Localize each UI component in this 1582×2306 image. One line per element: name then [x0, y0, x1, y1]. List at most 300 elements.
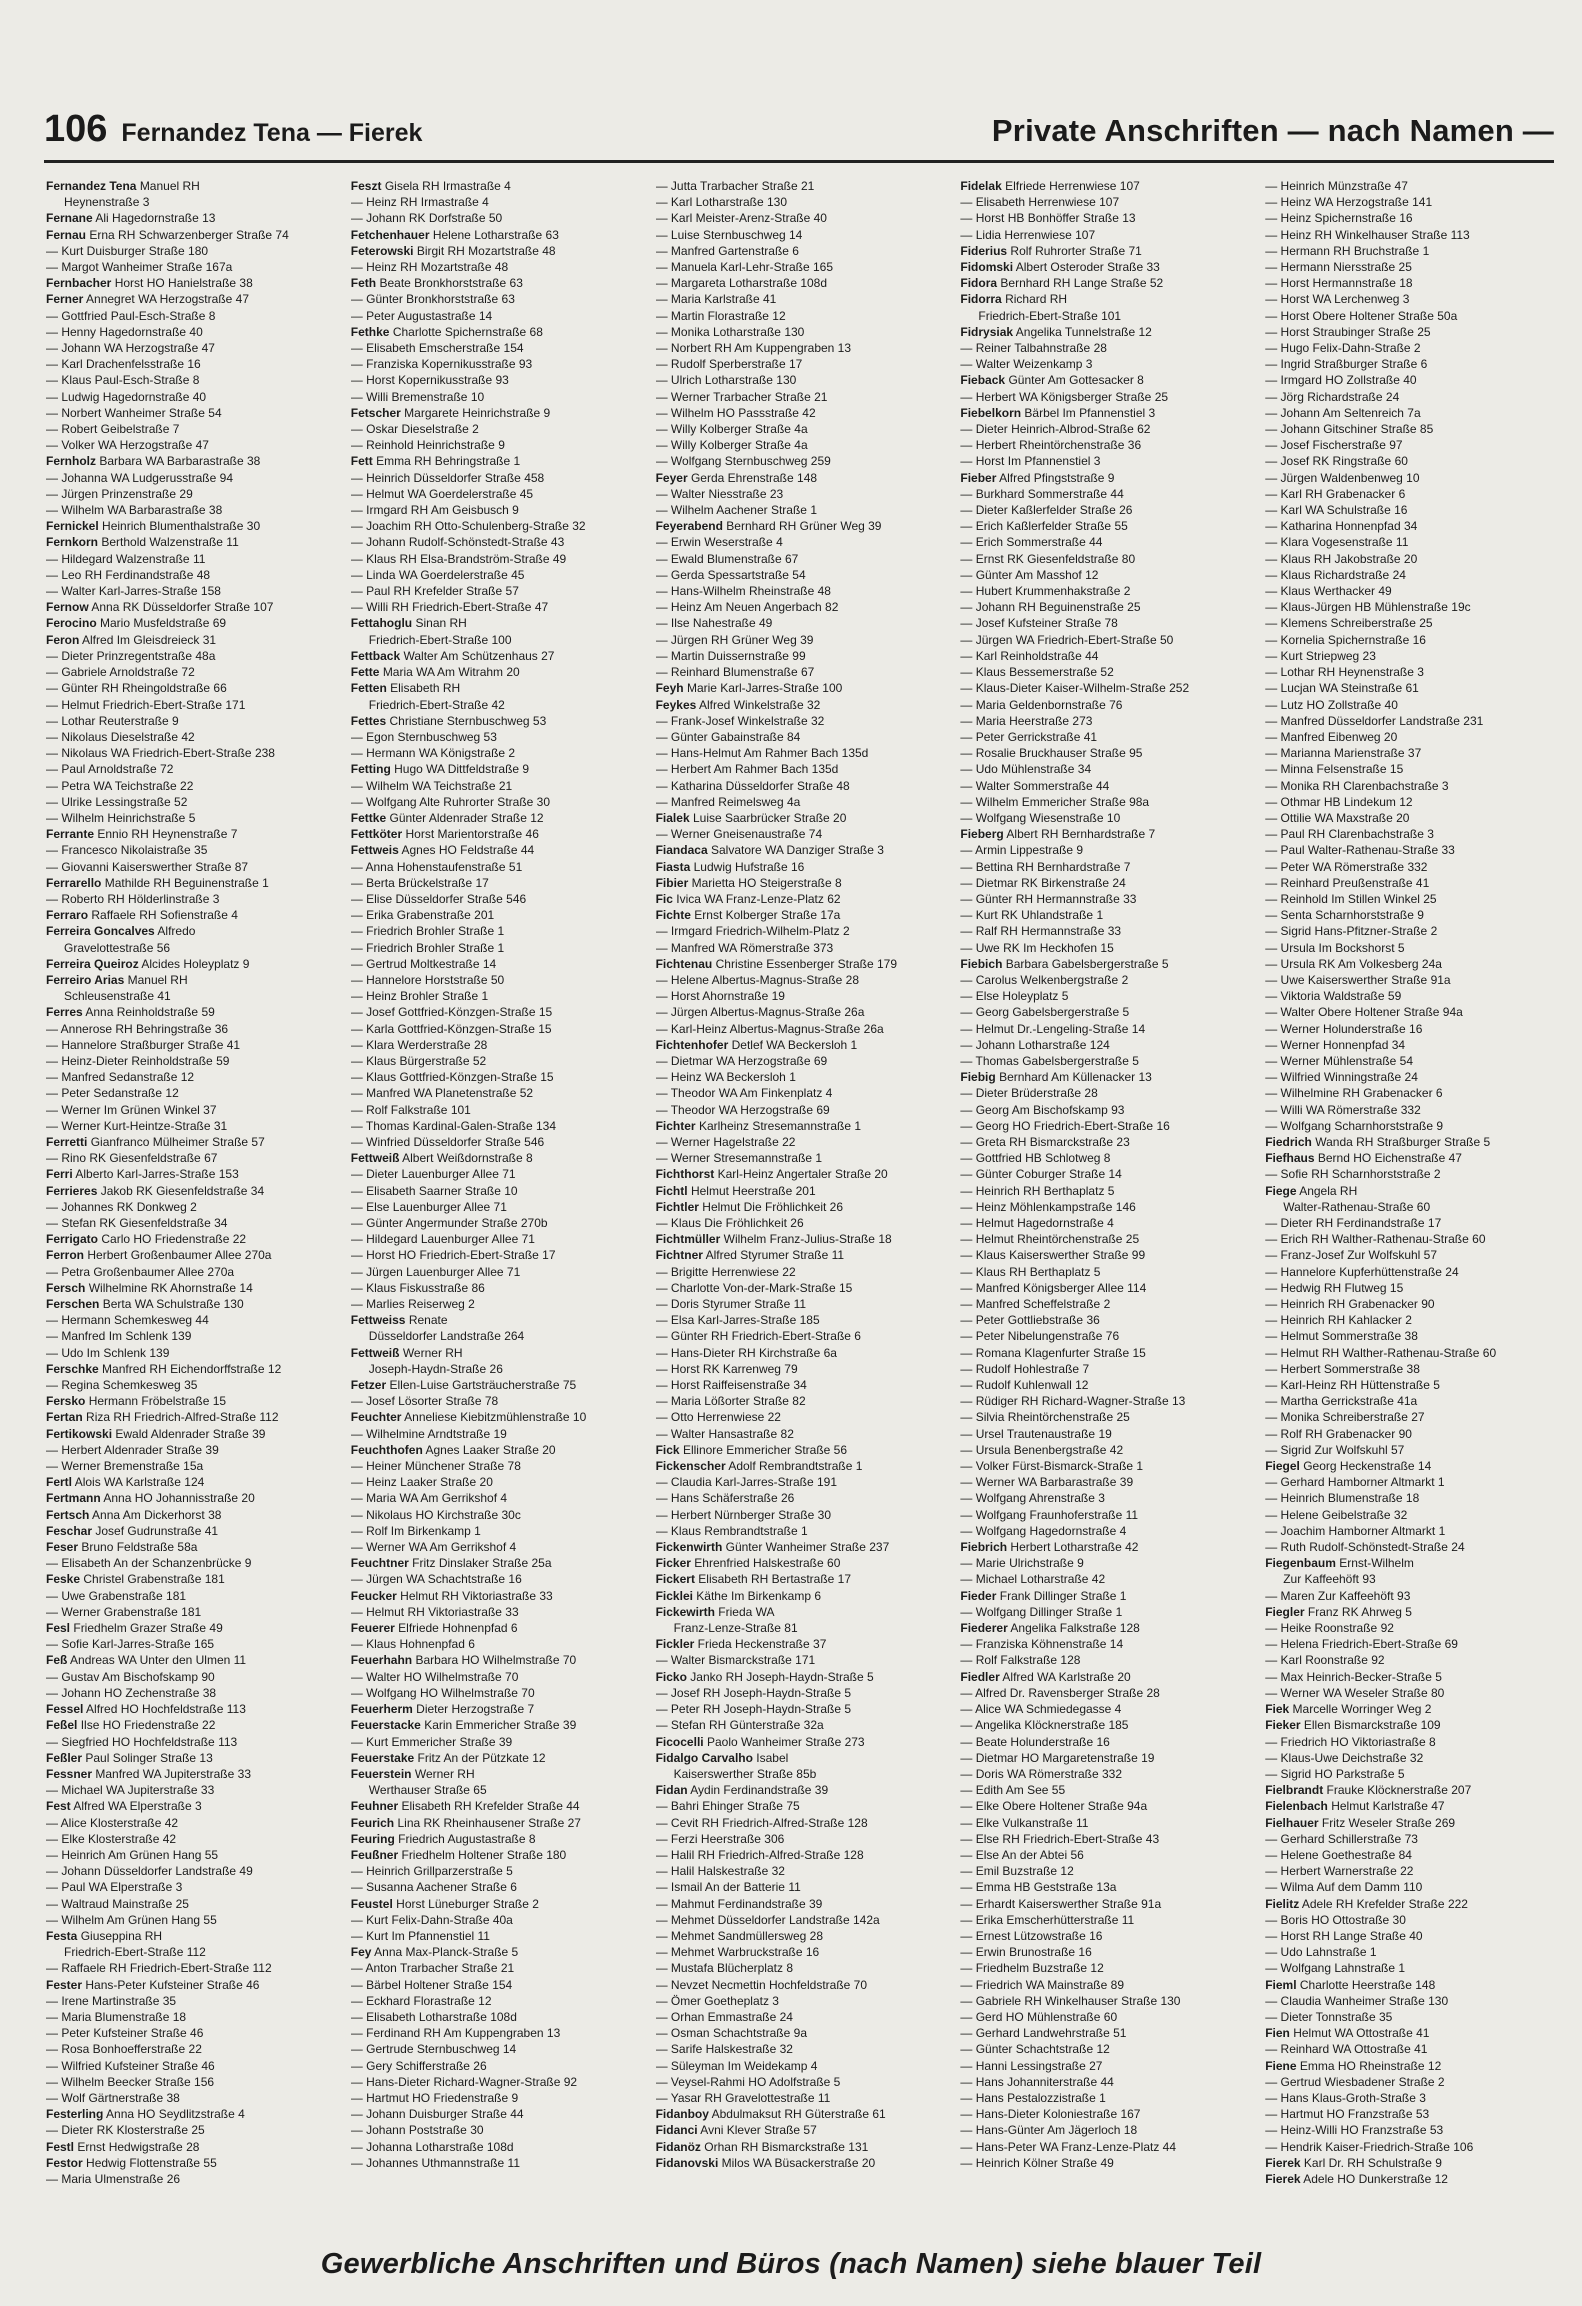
entry-details: — Winfried Düsseldorfer Straße 546	[350, 1134, 545, 1149]
directory-entry	[960, 210, 1251, 226]
directory-entry	[960, 1199, 1251, 1215]
entry-details: — Klemens Schreiberstraße 25	[1265, 616, 1433, 631]
directory-entry	[46, 778, 337, 794]
entry-surname: Fielbrandt	[1265, 1783, 1324, 1798]
directory-entry	[656, 1620, 947, 1636]
entry-details: — Luise Sternbuschweg 14	[655, 227, 803, 242]
entry-details: — Heinz RH Winkelhauser Straße 113	[1265, 227, 1470, 242]
directory-entry	[351, 875, 642, 891]
directory-entry	[656, 891, 947, 907]
directory-entry	[351, 389, 642, 405]
entry-surname: Fichtenau	[655, 956, 713, 971]
directory-entry	[656, 923, 947, 939]
entry-details: — Silvia Rheintörchenstraße 25	[960, 1410, 1130, 1425]
directory-entry	[351, 1798, 642, 1814]
entry-details: — Alice WA Schmiedegasse 4	[960, 1702, 1122, 1717]
directory-entry	[1265, 356, 1556, 372]
entry-details: — Margareta Lotharstraße 108d	[655, 276, 828, 291]
directory-entry	[351, 1960, 642, 1976]
entry-details: Heinrich Blumenthalstraße 30	[102, 519, 261, 534]
entry-details: — Werner Hagelstraße 22	[655, 1134, 796, 1149]
entry-details: Carlo HO Friedenstraße 22	[101, 1232, 247, 1247]
entry-details: — Georg HO Friedrich-Ebert-Straße 16	[960, 1118, 1170, 1133]
entry-details: — Reinhard Blumenstraße 67	[655, 665, 815, 680]
directory-entry	[656, 2074, 947, 2090]
entry-details: — Heinrich Münzstraße 47	[1265, 179, 1408, 193]
entry-details: — Uwe Kaiserswerther Straße 91a	[1265, 972, 1451, 987]
entry-details: — Manfred Im Schlenk 139	[46, 1329, 192, 1344]
entry-details: Avni Klever Straße 57	[700, 2123, 817, 2138]
entry-details: Gravelottestraße 56	[64, 940, 171, 955]
entry-details: — Mahmut Ferdinandstraße 39	[655, 1896, 823, 1911]
directory-entry	[46, 551, 337, 567]
entry-details: — Peter Gottliebstraße 36	[960, 1313, 1100, 1328]
directory-entry	[351, 583, 642, 599]
entry-details: Karlheinz Stresemannstraße 1	[698, 1118, 862, 1133]
entry-details: — Hans-Dieter Koloniestraße 167	[960, 2107, 1141, 2122]
entry-details: Charlotte Heerstraße 148	[1299, 1977, 1436, 1992]
directory-entry	[960, 2058, 1251, 2074]
directory-entry	[351, 2074, 642, 2090]
directory-entry	[960, 1604, 1251, 1620]
directory-entry	[351, 1766, 642, 1782]
entry-surname: Fiedrich	[1265, 1134, 1312, 1149]
entry-surname: Ferreira Goncalves	[46, 924, 155, 939]
entry-details: — Thomas Gabelsbergerstraße 5	[960, 1053, 1139, 1068]
directory-entry	[656, 243, 947, 259]
directory-entry	[46, 1636, 337, 1652]
entry-details: — Armin Lippestraße 9	[960, 843, 1084, 858]
name-range-title: Fernandez Tena — Fierek	[121, 119, 423, 147]
entry-surname: Ferrarello	[46, 875, 102, 890]
entry-details: — Else Lauenburger Allee 71	[350, 1199, 507, 1214]
entry-details: Ali Hagedornstraße 13	[95, 211, 216, 226]
directory-entry	[960, 1134, 1251, 1150]
directory-entry	[1265, 1847, 1556, 1863]
entry-details: — Werner Trarbacher Straße 21	[655, 389, 828, 404]
directory-entry	[656, 1409, 947, 1425]
entry-details: — Margot Wanheimer Straße 167a	[46, 260, 233, 275]
entry-details: Bruno Feldstraße 58a	[81, 1540, 198, 1555]
entry-details: — Viktoria Waldstraße 59	[1265, 989, 1402, 1004]
directory-entry	[351, 2106, 642, 2122]
entry-surname: Fidalgo Carvalho	[655, 1750, 753, 1765]
entry-details: — Reiner Talbahnstraße 28	[960, 341, 1107, 356]
entry-details: — Klaus RH Jakobstraße 20	[1265, 551, 1418, 566]
directory-entry	[656, 291, 947, 307]
directory-entry	[46, 356, 337, 372]
entry-surname: Fetzer	[350, 1378, 387, 1393]
entry-details: — Ursula RK Am Volkesberg 24a	[1265, 956, 1442, 971]
entry-surname: Ferocino	[46, 616, 97, 631]
directory-entry	[1265, 227, 1556, 243]
entry-details: — Jürgen Albertus-Magnus-Straße 26a	[655, 1005, 865, 1020]
entry-details: — Monika Lotharstraße 130	[655, 324, 805, 339]
entry-surname: Fidelak	[960, 179, 1002, 193]
directory-entry	[1265, 534, 1556, 550]
directory-entry	[351, 1669, 642, 1685]
directory-entry	[1265, 1247, 1556, 1263]
entry-details: — Petra Großenbaumer Allee 270a	[46, 1264, 235, 1279]
directory-entry	[1265, 972, 1556, 988]
directory-entry	[960, 1539, 1251, 1555]
directory-entry	[351, 2122, 642, 2138]
directory-entry	[351, 308, 642, 324]
directory-entry	[960, 1004, 1251, 1020]
entry-details: Ivica WA Franz-Lenze-Platz 62	[676, 891, 841, 906]
entry-surname: Fidora	[960, 276, 998, 291]
entry-details: — Lucjan WA Steinstraße 61	[1265, 681, 1419, 696]
directory-entry	[656, 1215, 947, 1231]
directory-entry	[656, 875, 947, 891]
entry-details: Elisabeth RH Bertastraße 17	[698, 1572, 852, 1587]
directory-entry	[351, 1847, 642, 1863]
entry-details: — Edith Am See 55	[960, 1783, 1066, 1798]
entry-surname: Fertsch	[46, 1507, 90, 1522]
directory-entry	[656, 1118, 947, 1134]
directory-entry	[960, 308, 1251, 324]
entry-details: — Mehmet Sandmüllersweg 28	[655, 1928, 824, 1943]
directory-entry	[351, 1409, 642, 1425]
directory-entry	[1265, 907, 1556, 923]
entry-details: Alfred WA Karlstraße 20	[1002, 1669, 1131, 1684]
entry-details: Karl Dr. RH Schulstraße 9	[1303, 2155, 1442, 2170]
entry-surname: Feyh	[655, 681, 684, 696]
entry-details: — Thomas Kardinal-Galen-Straße 134	[350, 1118, 557, 1133]
entry-details: Alfred Styrumer Straße 11	[705, 1248, 845, 1263]
entry-details: — Helmut Rheintörchenstraße 25	[960, 1232, 1140, 1247]
entry-surname: Fetscher	[350, 405, 401, 420]
directory-entry	[351, 1977, 642, 1993]
directory-entry	[46, 1847, 337, 1863]
directory-entry	[351, 227, 642, 243]
entry-details: — Wolfgang Dillinger Straße 1	[960, 1604, 1123, 1619]
entry-details: Manfred WA Jupiterstraße 33	[95, 1766, 251, 1781]
entry-details: — Doris Styrumer Straße 11	[655, 1297, 807, 1312]
directory-entry	[46, 891, 337, 907]
entry-details: — Mehmet Warbruckstraße 16	[655, 1945, 820, 1960]
directory-entry	[1265, 372, 1556, 388]
entry-details: — Nikolaus HO Kirchstraße 30c	[350, 1507, 521, 1522]
entry-details: — Josef Lösorter Straße 78	[350, 1394, 499, 1409]
entry-surname: Feßel	[46, 1718, 78, 1733]
entry-surname: Fien	[1265, 2026, 1290, 2041]
entry-details: — Udo Im Schlenk 139	[46, 1345, 170, 1360]
entry-details: Alfred Winkelstraße 32	[698, 697, 821, 712]
directory-entry	[1265, 1652, 1556, 1668]
directory-entry	[46, 648, 337, 664]
directory-entry	[1265, 1361, 1556, 1377]
directory-entry	[46, 1037, 337, 1053]
entry-details: Ellen-Luise Gartsträucherstraße 75	[389, 1378, 577, 1393]
entry-details: — Rudolf Hohlestraße 7	[960, 1361, 1090, 1376]
directory-entry	[46, 2074, 337, 2090]
directory-entry	[1265, 551, 1556, 567]
directory-entry	[960, 1280, 1251, 1296]
entry-details: — Walter Sommerstraße 44	[960, 778, 1110, 793]
entry-details: — Hubert Krummenhakstraße 2	[960, 584, 1131, 599]
entry-details: Isabel	[756, 1750, 789, 1765]
directory-entry	[46, 1426, 337, 1442]
directory-entry	[351, 1004, 642, 1020]
entry-details: — Maria Geldenbornstraße 76	[960, 697, 1123, 712]
entry-details: Elfriede Hohnenpfad 6	[398, 1621, 518, 1636]
directory-entry	[351, 1523, 642, 1539]
entry-details: — Herbert Sommerstraße 38	[1265, 1361, 1420, 1376]
entry-details: — Werner WA Am Gerrikshof 4	[350, 1540, 517, 1555]
directory-entry	[1265, 1993, 1556, 2009]
entry-details: — Klaus Paul-Esch-Straße 8	[46, 373, 200, 388]
entry-details: — Johann Rudolf-Schönstedt-Straße 43	[350, 535, 565, 550]
directory-entry	[960, 1977, 1251, 1993]
entry-details: — Uwe Grabenstraße 181	[46, 1588, 187, 1603]
entry-details: — Gerhard Hamborner Altmarkt 1	[1265, 1475, 1445, 1490]
directory-entry	[46, 1539, 337, 1555]
entry-surname: Ficklei	[655, 1588, 693, 1603]
directory-entry	[1265, 502, 1556, 518]
entry-surname: Fierek	[1265, 2155, 1301, 2170]
directory-entry	[1265, 389, 1556, 405]
directory-entry	[960, 2041, 1251, 2057]
entry-details: — Wilfried Winningstraße 24	[1265, 1070, 1418, 1085]
directory-entry	[46, 2106, 337, 2122]
directory-entry	[1265, 1264, 1556, 1280]
entry-details: — Werner Holunderstraße 16	[1265, 1021, 1423, 1036]
entry-details: — Wilhelmine Arndtstraße 19	[350, 1426, 507, 1441]
entry-details: — Monika Schreiberstraße 27	[1265, 1410, 1425, 1425]
directory-entry	[656, 1280, 947, 1296]
entry-details: — Gerhard Landwehrstraße 51	[960, 2026, 1127, 2041]
directory-entry	[1265, 2106, 1556, 2122]
entry-details: — Elisabeth Emscherstraße 154	[350, 341, 524, 356]
directory-column-1	[46, 178, 337, 2218]
directory-entry	[1265, 1960, 1556, 1976]
directory-entry	[960, 826, 1251, 842]
entry-details: — Ludwig Hagedornstraße 40	[46, 389, 207, 404]
entry-details: Andreas WA Unter den Ulmen 11	[70, 1653, 247, 1668]
entry-details: — Klaus Bessemerstraße 52	[960, 665, 1114, 680]
directory-entry	[960, 1912, 1251, 1928]
entry-surname: Fieber	[960, 470, 997, 485]
entry-details: Alfred WA Elperstraße 3	[73, 1799, 202, 1814]
directory-entry	[960, 1782, 1251, 1798]
directory-entry	[960, 1426, 1251, 1442]
directory-entry	[46, 1863, 337, 1879]
entry-details: — Süleyman Im Weidekamp 4	[655, 2058, 818, 2073]
entry-details: Ellinore Emmericher Straße 56	[682, 1442, 848, 1457]
directory-entry	[46, 615, 337, 631]
entry-details: — Kurt Felix-Dahn-Straße 40a	[350, 1912, 513, 1927]
entry-details: — Heinrich Am Grünen Hang 55	[46, 1847, 219, 1862]
directory-entry	[1265, 1134, 1556, 1150]
entry-details: — Peter Kufsteiner Straße 46	[46, 2026, 204, 2041]
directory-entry	[656, 664, 947, 680]
directory-entry	[1265, 210, 1556, 226]
entry-surname: Fesl	[46, 1621, 71, 1636]
entry-details: Alois WA Karlstraße 124	[74, 1475, 205, 1490]
entry-surname: Feßler	[46, 1750, 83, 1765]
directory-entry	[656, 1717, 947, 1733]
entry-details: — Elke Obere Holtener Straße 94a	[960, 1799, 1148, 1814]
entry-details: — Peter Gerrickstraße 41	[960, 729, 1098, 744]
directory-entry	[1265, 956, 1556, 972]
entry-details: Käthe Im Birkenkamp 6	[696, 1588, 822, 1603]
entry-details: — Linda WA Goerdelerstraße 45	[350, 567, 525, 582]
entry-details: — Brigitte Herrenwiese 22	[655, 1264, 796, 1279]
entry-details: — Kurt Duisburger Straße 180	[46, 243, 209, 258]
entry-details: Hermann Fröbelstraße 15	[88, 1394, 227, 1409]
directory-entry	[46, 2041, 337, 2057]
entry-details: — Eckhard Florastraße 12	[350, 1993, 492, 2008]
entry-details: — Paul RH Krefelder Straße 57	[350, 584, 519, 599]
entry-surname: Fiandaca	[655, 843, 708, 858]
directory-entry	[1265, 940, 1556, 956]
entry-surname: Fersko	[46, 1394, 86, 1409]
entry-details: Anna HO Seydlitzstraße 4	[106, 2107, 245, 2122]
entry-details: Alcides Holeyplatz 9	[141, 956, 250, 971]
entry-details: — Greta RH Bismarckstraße 23	[960, 1134, 1130, 1149]
entry-details: — Mustafa Blücherplatz 8	[655, 1961, 793, 1976]
directory-entry	[960, 940, 1251, 956]
directory-entry	[960, 697, 1251, 713]
directory-entry	[46, 1312, 337, 1328]
entry-details: — Martha Gerrickstraße 41a	[1265, 1394, 1418, 1409]
directory-entry	[656, 2058, 947, 2074]
entry-details: Marcelle Worringer Weg 2	[1292, 1702, 1432, 1717]
directory-entry	[1265, 291, 1556, 307]
entry-details: — Wilhelmine RH Grabenacker 6	[1265, 1086, 1443, 1101]
directory-entry	[960, 470, 1251, 486]
entry-details: — Heinz RH Irmastraße 4	[350, 195, 489, 210]
directory-entry	[656, 1588, 947, 1604]
directory-entry	[351, 1620, 642, 1636]
entry-details: — Ewald Blumenstraße 67	[655, 551, 799, 566]
entry-surname: Ferretti	[46, 1134, 88, 1149]
directory-entry	[656, 648, 947, 664]
directory-entry	[1265, 1150, 1556, 1166]
directory-entry	[656, 1345, 947, 1361]
entry-details: Friedrich Augustastraße 8	[398, 1831, 536, 1846]
entry-details: — Romana Klagenfurter Straße 15	[960, 1345, 1146, 1360]
entry-details: — Werner WA Weseler Straße 80	[1265, 1685, 1445, 1700]
entry-details: — Anton Trarbacher Straße 21	[350, 1961, 515, 1976]
entry-details: — Johann Gitschiner Straße 85	[1265, 422, 1434, 437]
entry-surname: Fetting	[350, 762, 391, 777]
entry-details: — Manfred Sedanstraße 12	[46, 1070, 195, 1085]
entry-details: — Klaus Rembrandtstraße 1	[655, 1523, 808, 1538]
entry-details: Christel Grabenstraße 181	[83, 1572, 225, 1587]
directory-entry	[46, 1053, 337, 1069]
directory-entry	[656, 2009, 947, 2025]
entry-details: — Günter RH Rheingoldstraße 66	[46, 681, 227, 696]
directory-entry	[1265, 1669, 1556, 1685]
directory-entry	[46, 1928, 337, 1944]
entry-details: — Rosa Bonhoefferstraße 22	[46, 2042, 202, 2057]
directory-entry	[46, 583, 337, 599]
entry-details: Riza RH Friedrich-Alfred-Straße 112	[86, 1410, 279, 1425]
entry-details: — Sofie RH Scharnhorststraße 2	[1265, 1167, 1441, 1182]
entry-details: — Dieter Kaßlerfelder Straße 26	[960, 503, 1133, 518]
directory-entry	[351, 2041, 642, 2057]
entry-details: — Jürgen Lauenburger Allee 71	[350, 1264, 521, 1279]
directory-entry	[656, 1247, 947, 1263]
directory-entry	[1265, 599, 1556, 615]
entry-details: — Helene Albertus-Magnus-Straße 28	[655, 972, 860, 987]
directory-entry	[1265, 1928, 1556, 1944]
entry-surname: Fest	[46, 1799, 71, 1814]
entry-details: Helmut WA Ottostraße 41	[1293, 2026, 1430, 2041]
entry-details: — Heinrich RH Grabenacker 90	[1265, 1297, 1435, 1312]
entry-details: — Erika Emscherhütterstraße 11	[960, 1912, 1135, 1927]
directory-entry	[351, 2139, 642, 2155]
entry-details: — Dieter Prinzregentstraße 48a	[46, 648, 216, 663]
entry-details: — Uwe RK Im Heckhofen 15	[960, 940, 1114, 955]
directory-entry	[351, 567, 642, 583]
entry-details: Charlotte Spichernstraße 68	[392, 324, 543, 339]
directory-entry	[1265, 1409, 1556, 1425]
directory-entry	[351, 615, 642, 631]
directory-entry	[351, 518, 642, 534]
entry-details: — Günter Gabainstraße 84	[655, 729, 801, 744]
directory-entry	[351, 1021, 642, 1037]
directory-entry	[46, 227, 337, 243]
entry-details: — Hans Johanniterstraße 44	[960, 2074, 1114, 2089]
entry-details: Berta WA Schulstraße 130	[102, 1297, 244, 1312]
entry-details: — Karl WA Schulstraße 16	[1265, 503, 1408, 518]
entry-details: — Hans Klaus-Groth-Straße 3	[1265, 2090, 1426, 2105]
entry-details: — Rino RK Giesenfeldstraße 67	[46, 1151, 218, 1166]
entry-details: — Boris HO Ottostraße 30	[1265, 1912, 1406, 1927]
entry-surname: Fersch	[46, 1280, 86, 1295]
directory-entry	[351, 1507, 642, 1523]
entry-details: — Günter RH Hermannstraße 33	[960, 891, 1137, 906]
entry-details: — Erich Kaßlerfelder Straße 55	[960, 519, 1128, 534]
directory-entry	[960, 1588, 1251, 1604]
directory-entry	[960, 291, 1251, 307]
directory-entry	[46, 1264, 337, 1280]
entry-details: — Karl Reinholdstraße 44	[960, 648, 1099, 663]
directory-entry	[960, 1750, 1251, 1766]
entry-details: — Dieter RK Klosterstraße 25	[46, 2123, 205, 2138]
directory-entry	[46, 243, 337, 259]
directory-entry	[46, 988, 337, 1004]
entry-surname: Fiegenbaum	[1265, 1556, 1336, 1571]
entry-details: Werner RH	[414, 1766, 475, 1781]
directory-entry	[1265, 308, 1556, 324]
entry-surname: Ferrigato	[46, 1232, 99, 1247]
directory-entry	[656, 1993, 947, 2009]
entry-details: — Paul WA Elperstraße 3	[46, 1880, 183, 1895]
entry-details: — Mehmet Düsseldorfer Landstraße 142a	[655, 1912, 880, 1927]
directory-entry	[46, 1734, 337, 1750]
directory-entry	[960, 1863, 1251, 1879]
directory-entry	[1265, 1377, 1556, 1393]
directory-entry	[46, 2139, 337, 2155]
entry-surname: Fidanboy	[655, 2107, 709, 2122]
entry-details: Margarete Heinrichstraße 9	[404, 405, 551, 420]
directory-entry	[960, 842, 1251, 858]
directory-entry	[1265, 778, 1556, 794]
entry-details: — Wilhelm WA Barbarastraße 38	[46, 503, 223, 518]
entry-details: — Klaus Kaiserswerther Straße 99	[960, 1248, 1146, 1263]
entry-surname: Feterowski	[350, 243, 414, 258]
entry-details: Karl-Heinz Angertaler Straße 20	[717, 1167, 888, 1182]
entry-details: — Hermann Niersstraße 25	[1265, 260, 1412, 275]
entry-details: Walter-Rathenau-Straße 60	[1283, 1199, 1431, 1214]
directory-entry	[960, 1053, 1251, 1069]
directory-entry	[46, 1896, 337, 1912]
directory-entry	[1265, 713, 1556, 729]
